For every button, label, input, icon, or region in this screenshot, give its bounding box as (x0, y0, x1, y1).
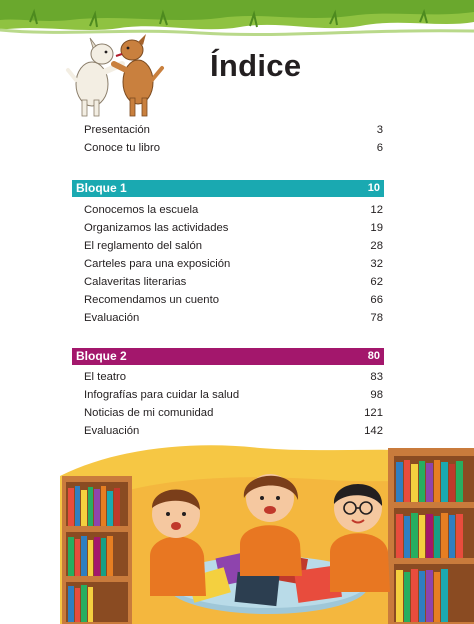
toc-entry[interactable] (84, 386, 383, 404)
dogs-illustration (58, 32, 178, 120)
toc-entry-page: 62 (370, 276, 383, 288)
bloque-1-label: Bloque 1 (76, 181, 127, 195)
toc-entry[interactable] (84, 291, 383, 309)
toc-entry-page: 98 (370, 389, 383, 401)
left-bookshelf-icon (62, 476, 132, 624)
toc-entry[interactable] (84, 201, 383, 219)
toc-entry-label: Presentación (84, 124, 150, 136)
toc-entry-page: 142 (364, 425, 383, 437)
toc-entry[interactable] (84, 237, 383, 255)
toc-entry-label: Conocemos la escuela (84, 204, 199, 216)
page-title: Índice (210, 48, 302, 83)
toc-entry-label: Noticias de mi comunidad (84, 407, 214, 419)
toc-entry-label: Infografías para cuidar la salud (84, 389, 240, 401)
bloque-2-label: Bloque 2 (76, 349, 127, 363)
toc-entry-label: Carteles para una exposición (84, 258, 231, 270)
toc-entry[interactable] (84, 219, 383, 237)
toc-entry-label: Calaveritas literarias (84, 276, 187, 288)
bloque-1-header[interactable] (72, 180, 384, 197)
toc-entry-page: 6 (376, 142, 383, 154)
toc-entry-page: 66 (370, 294, 383, 306)
right-bookshelf-icon (388, 448, 474, 624)
toc-entry[interactable] (84, 273, 383, 291)
toc-entry[interactable] (84, 309, 383, 327)
toc-entry-label: Organizamos las actividades (84, 222, 229, 234)
toc-entry[interactable] (84, 404, 383, 422)
toc-entry-label: Recomendamos un cuento (84, 294, 220, 306)
toc-entry[interactable] (84, 368, 383, 386)
toc-entry-label: Evaluación (84, 425, 140, 437)
bloque-1-page: 10 (367, 182, 380, 194)
brown-dog-icon (114, 34, 162, 116)
toc-entry-label: Conoce tu libro (84, 142, 160, 154)
children-library-illustration (0, 436, 474, 624)
toc-entry-label: El teatro (84, 371, 127, 383)
toc-entry-page: 121 (364, 407, 383, 419)
white-dog-icon (68, 38, 122, 116)
toc-entry-page: 19 (370, 222, 383, 234)
toc-entry-label: Evaluación (84, 312, 140, 324)
toc-entry[interactable] (84, 255, 383, 273)
bloque-2-page: 80 (367, 350, 380, 362)
toc-entry-page: 28 (370, 240, 383, 252)
toc-entry[interactable] (84, 121, 383, 139)
toc-entry-page: 83 (370, 371, 383, 383)
toc-entry-page: 3 (376, 124, 383, 136)
toc-entry[interactable] (84, 139, 383, 157)
toc-entry-page: 32 (370, 258, 383, 270)
toc-entry-label: El reglamento del salón (84, 240, 203, 252)
toc-entry-page: 12 (370, 204, 383, 216)
bloque-2-header[interactable] (72, 348, 384, 365)
toc-entry-page: 78 (370, 312, 383, 324)
